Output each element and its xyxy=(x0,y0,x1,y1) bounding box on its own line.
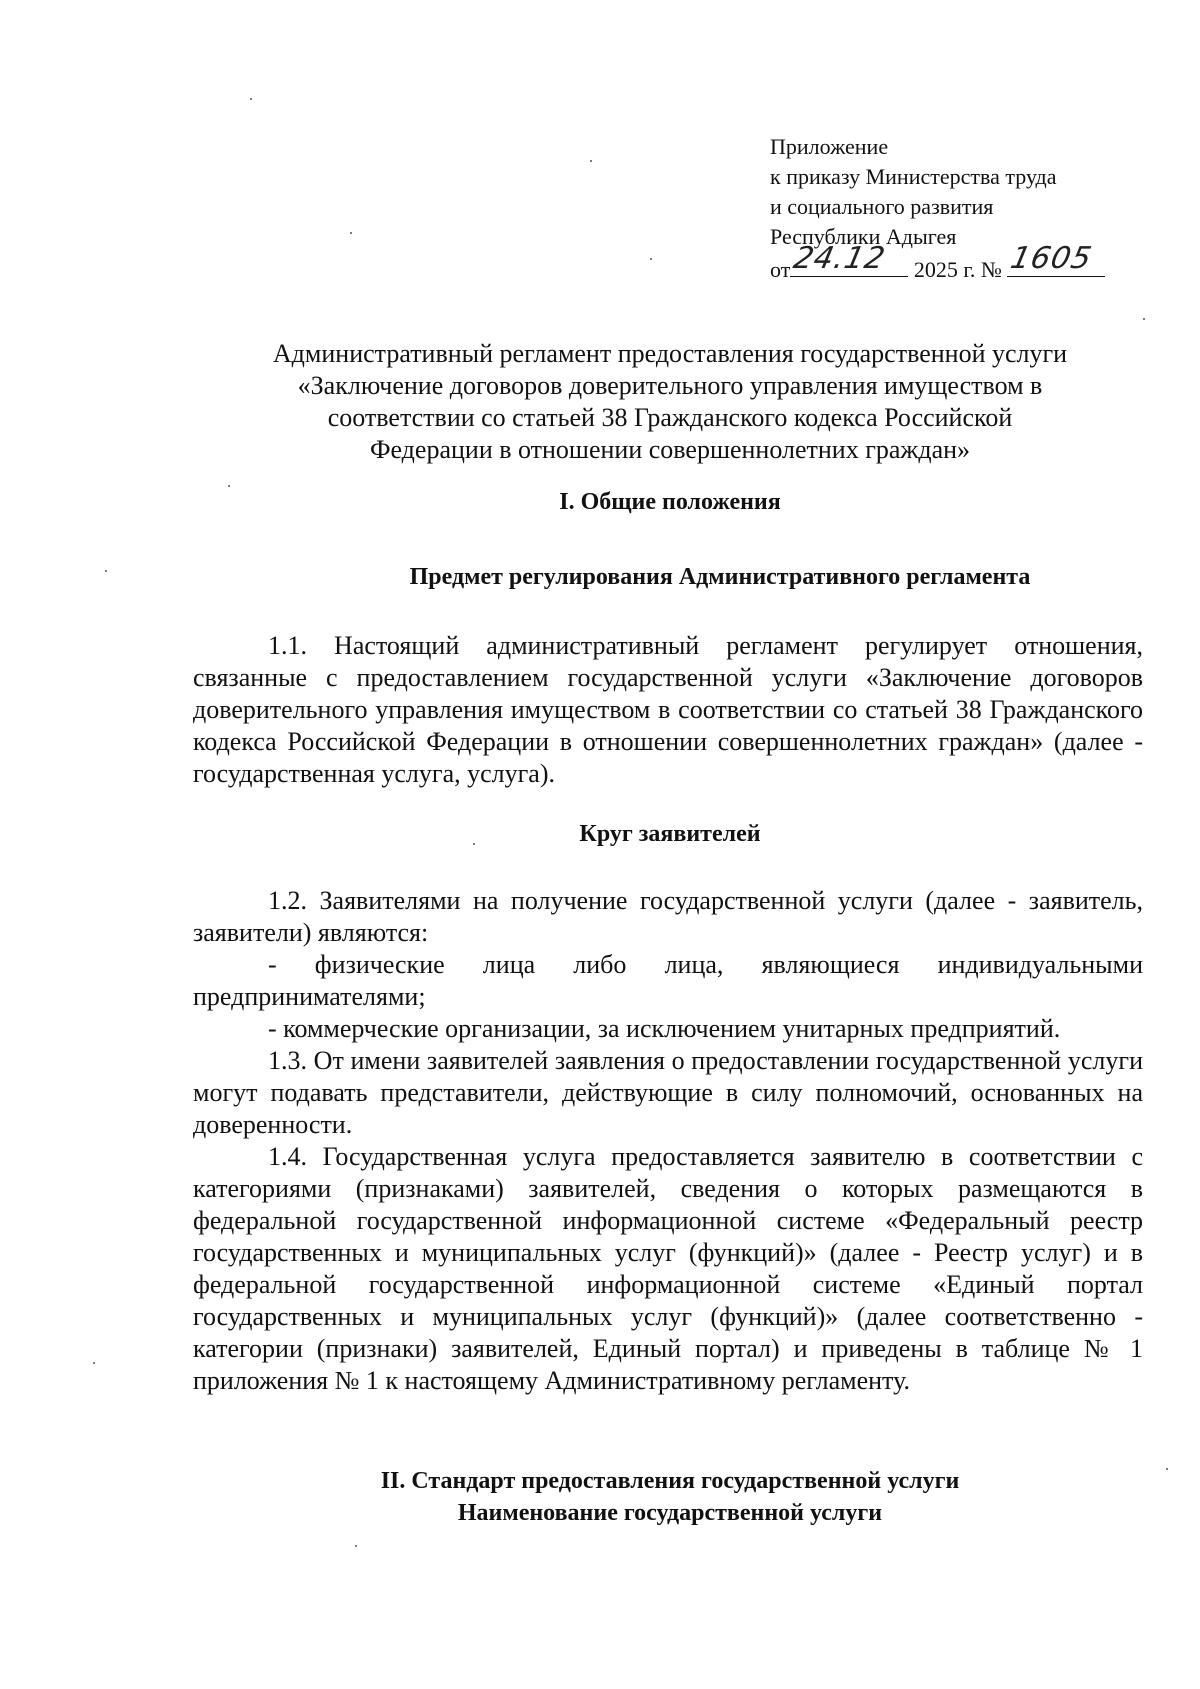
paragraph-1-4: 1.4. Государственная услуга предоставляется заявителю в соответствии с категориями (признаками) заявителей, сведения о которых размещаются в федеральной государственной информационной системе «Федеральный реестр государственных и муниципальных услуг (функций)» (далее - Реестр услуг) и в федеральной государственной информационной системе «Единый портал государственных и муниципальных услуг (функций)» (далее соответственно - категории (признаки) заявителей, Единый портал) и приведены в таблице № 1 приложения № 1 к настоящему Административному регламенту. xyxy=(193,1142,1143,1395)
scan-speck xyxy=(250,98,252,100)
scan-speck xyxy=(473,843,475,845)
body-block-2 xyxy=(193,885,1143,1397)
standard-heading: II. Стандарт предоставления государственной услуги xyxy=(380,1468,960,1494)
date-blank xyxy=(790,241,908,277)
section-heading-standard xyxy=(190,1465,1150,1529)
scan-speck xyxy=(355,1545,357,1547)
dash-item: - физические лица либо лица, являющиеся индивидуальными предпринимателями; xyxy=(193,950,1143,1011)
dash-item: - коммерческие организации, за исключением унитарных предприятий. xyxy=(268,1014,1061,1043)
annex-line: Приложение xyxy=(770,134,889,159)
annex-line: и социального развития xyxy=(770,194,994,219)
paragraph-1-3: 1.3. От имени заявителей заявления о предоставлении государственной услуги могут подавать представители, действующие в силу полномочий, основанных на доверенности. xyxy=(193,1046,1143,1139)
paragraph-1-1: 1.1. Настоящий административный регламент регулирует отношения, связанные с предоставлением государственной услуги «Заключение договоров доверительного управления имуществом в соответствии со статьей 38 Гражданского кодекса Российской Федерации в отношении совершеннолетних граждан» (далее - государственная услуга, услуга). xyxy=(193,631,1143,788)
number-blank xyxy=(1007,241,1105,277)
scan-speck xyxy=(1166,1468,1168,1470)
scan-speck xyxy=(228,485,230,487)
date-prefix: от xyxy=(770,257,791,282)
scan-speck xyxy=(650,258,652,260)
paragraph-1-2: 1.2. Заявителями на получение государственной услуги (далее - заявитель, заявители) являются: xyxy=(193,886,1143,947)
applicants-heading: Круг заявителей xyxy=(579,821,761,847)
body-block-1 xyxy=(193,630,1143,790)
title-line: Федерации в отношении совершеннолетних граждан» xyxy=(369,435,971,464)
title-line: «Заключение договоров доверительного управления имуществом в xyxy=(297,371,1043,400)
scan-speck xyxy=(1143,318,1145,320)
scan-speck xyxy=(93,1362,95,1364)
scan-speck xyxy=(350,232,352,234)
handwritten-number: 1605 xyxy=(1007,241,1096,276)
service-name-heading: Наименование государственной услуги xyxy=(457,1500,883,1526)
annex-line: к приказу Министерства труда xyxy=(770,164,1057,189)
title-line: соответствии со статьей 38 Гражданского кодекса Российской xyxy=(327,403,1013,432)
section-heading-general: I. Общие положения xyxy=(559,489,781,515)
scan-speck xyxy=(590,160,592,162)
handwritten-date: 24.12 xyxy=(790,241,890,276)
annex-block xyxy=(770,132,1105,285)
year-text: 2025 г. № xyxy=(913,257,1002,282)
annex-line: Республики Адыгея xyxy=(770,224,957,249)
scan-speck xyxy=(105,570,107,572)
title-line: Административный регламент предоставления государственной услуги xyxy=(272,339,1068,368)
document-title xyxy=(230,338,1110,466)
annex-date-line xyxy=(770,241,1105,285)
subject-heading: Предмет регулирования Административного регламента xyxy=(409,564,1031,590)
